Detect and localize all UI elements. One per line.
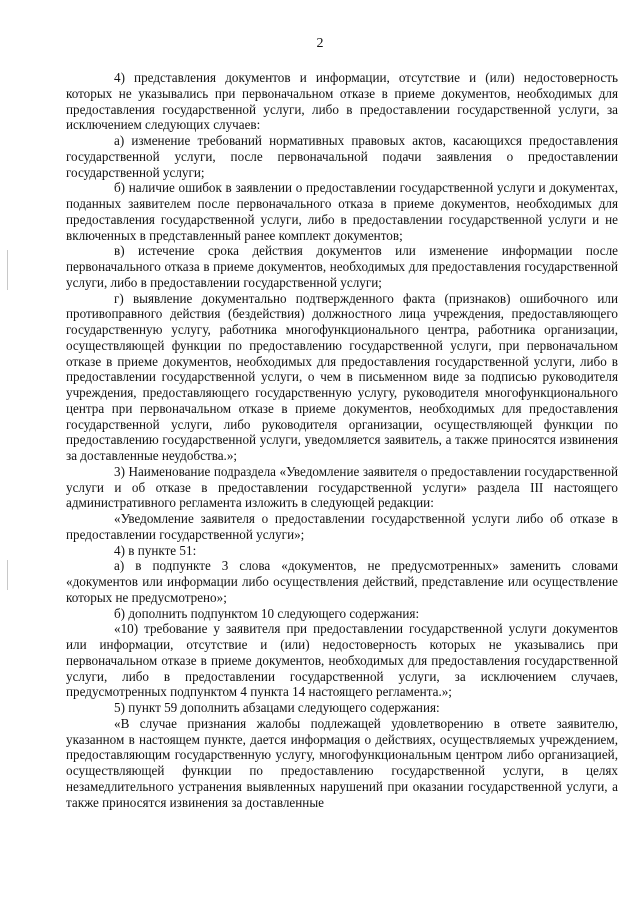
paragraph: «Уведомление заявителя о предоставлении государственной услуги либо об отказе в предоставлении государственной услуги»;	[66, 511, 618, 542]
paragraph: «10) требование у заявителя при предоставлении государственной услуги документов или информации, отсутствие и (или) недостоверность которых не указывались при первоначальном отказе в приеме документов, необходимых для предоставления государственной услуги, либо в предоставлении государственной услуги, за исключением случаев, предусмотренных подпунктом 4 пункта 14 настоящего регламента.»;	[66, 621, 618, 700]
scan-margin-mark	[7, 250, 8, 290]
paragraph: 3) Наименование подраздела «Уведомление заявителя о предоставлении государственной услуги и об отказе в предоставлении государственной услуги» раздела III настоящего административного регламента изложить в следующей редакции:	[66, 463, 618, 511]
scan-margin-mark	[7, 560, 8, 590]
paragraph: г) выявление документально подтвержденного факта (признаков) ошибочного или противоправного действия (бездействия) должностного лица учреждения, предоставляющего государственную услугу, работника многофункционального центра, работника организации, осуществляющей функции по предоставлению государственной услуги, при первоначальном отказе в приеме документов, необходимых для предоставления государственной услуги, либо в предоставлении государственной услуги, о чем в письменном виде за подписью руководителя учреждения, предоставляющего государственную услугу, руководителя многофункционального центра при первоначальном отказе в приеме документов, необходимых для предоставления государственной услуги, либо руководителя организации, осуществляющей функции по предоставлению государственной услуги, уведомляется заявитель, а также приносятся извинения за доставленные неудобства.»;	[66, 290, 618, 463]
paragraph: а) изменение требований нормативных правовых актов, касающихся предоставления государственной услуги, после первоначальной подачи заявления о предоставлении государственной услуги;	[66, 133, 618, 180]
paragraph: 5) пункт 59 дополнить абзацами следующего содержания:	[114, 700, 440, 715]
page-number: 2	[316, 36, 324, 51]
paragraph: 4) представления документов и информации, отсутствие и (или) недостоверность которых не указывались при первоначальном отказе в приеме документов, необходимых для предоставления государственной услуги, либо в предоставлении государственной услуги, за исключением следующих случаев:	[66, 70, 618, 133]
paragraph: а) в подпункте 3 слова «документов, не предусмотренных» заменить словами «документов или информации либо осуществления действий, представление или осуществление которых не предусмотрено»;	[66, 558, 618, 605]
paragraph: «В случае признания жалобы подлежащей удовлетворению в ответе заявителю, указанном в настоящем пункте, дается информация о действиях, осуществляемых учреждением, предоставляющим государственную услугу, многофункциональным центром либо организацией, осуществляющей функции по предоставлению государственной услуги, в целях незамедлительного устранения выявленных нарушений при оказании государственной услуги, а также приносятся извинения за доставленные	[66, 715, 618, 810]
paragraph: б) дополнить подпунктом 10 следующего содержания:	[114, 605, 420, 621]
paragraph: 4) в пункте 51:	[114, 542, 197, 558]
document-body	[66, 70, 618, 810]
paragraph: в) истечение срока действия документов или изменение информации после первоначального отказа в приеме документов, необходимых для предоставления государственной услуги, либо в предоставлении государственной услуги;	[66, 243, 618, 290]
paragraph: б) наличие ошибок в заявлении о предоставлении государственной услуги и документах, поданных заявителем после первоначального отказа в приеме документов, необходимых для предоставления государственной услуги, либо в предоставлении государственной услуги и не включенных в представленный ранее комплект документов;	[66, 180, 618, 243]
